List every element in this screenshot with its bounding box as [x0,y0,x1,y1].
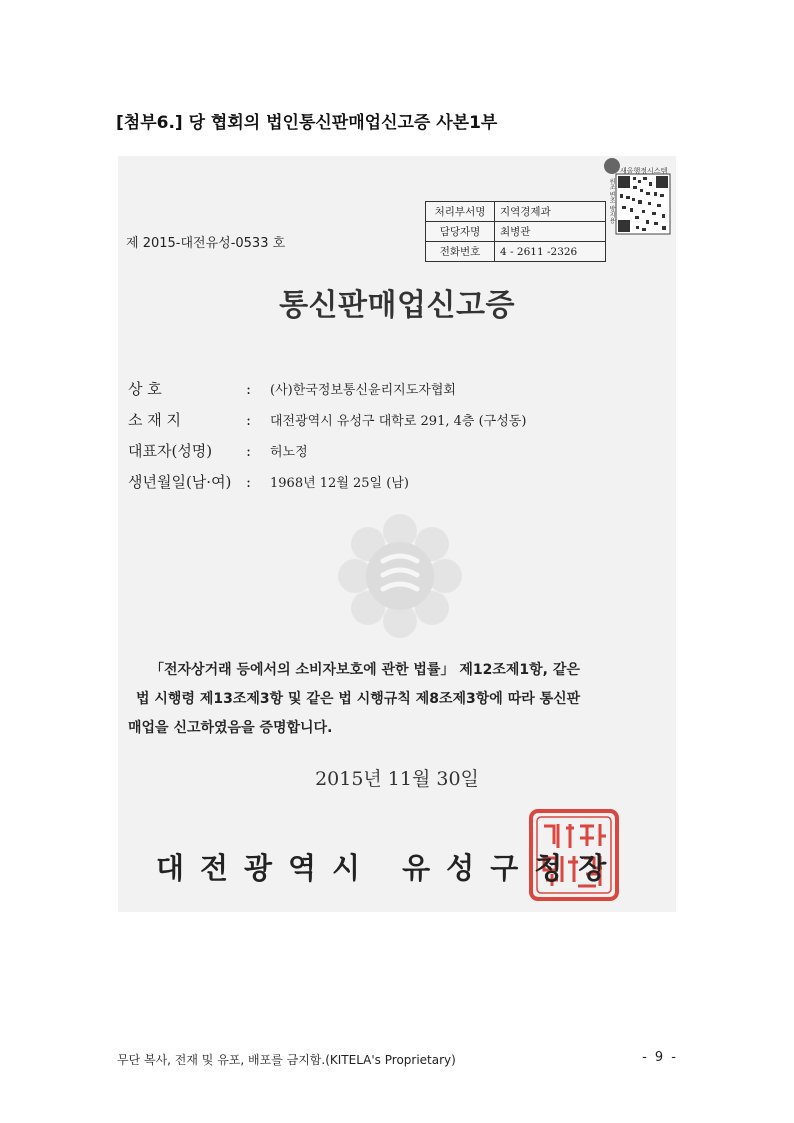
table-row [426,202,606,222]
qr-label: 새올행정시스템 [620,167,668,175]
copyright-notice: 무단 복사, 전재 및 유포, 배포를 금지함.(KITELA's Proprietary) [117,1053,456,1067]
certificate-title: 통신판매업신고증 [279,288,515,323]
issue-date: 2015년 11월 30일 [315,768,479,790]
field-address [128,409,526,430]
field-label: 소 재 지 [128,411,182,429]
field-value: 허노정 [270,445,308,460]
field-company-name [128,378,456,399]
field-colon: : [246,442,252,460]
field-value: 1968년 12월 25일 (남) [270,476,409,491]
field-label: 상 호 [128,380,162,398]
info-value: 지역경제과 [495,202,606,222]
statement-line: 매업을 신고하였음을 증명합니다. [128,720,333,736]
table-row [426,242,606,262]
info-label: 전화번호 [426,242,495,262]
field-label: 생년월일(남·여) [128,473,232,491]
info-value: 최병관 [495,222,606,242]
emblem-icon [335,511,465,641]
field-representative [128,440,308,461]
field-colon: : [246,411,252,429]
field-value: (사)한국정보통신윤리지도자협회 [270,383,456,398]
statement-line: 법 시행령 제13조제3항 및 같은 법 시행규칙 제8조제3항에 따라 통신판 [136,691,581,707]
info-value: 4 - 2611 -2326 [495,242,606,262]
field-birthdate [128,471,409,492]
certificate-scan [118,156,676,912]
statement-line: 「전자상거래 등에서의 소비자보호에 관한 법률」 제12조제1항, 같은 [150,662,580,678]
field-colon: : [246,380,252,398]
page-number: - 9 - [642,1050,678,1065]
field-value: 대전광역시 유성구 대학로 291, 4층 (구성동) [270,414,527,429]
certification-statement [128,656,648,743]
handling-info-table [425,201,606,262]
info-label: 담당자명 [426,222,495,242]
table-row [426,222,606,242]
info-label: 처리부서명 [426,202,495,222]
verification-qr-code [602,156,672,236]
attachment-heading: [첨부6.] 당 협회의 법인통신판매업신고증 사본1부 [116,113,498,133]
field-label: 대표자(성명) [128,442,213,460]
issuing-authority: 대전광역시 유성구청장 [156,851,623,885]
watermark-emblem [335,511,465,641]
field-colon: : [246,473,252,491]
certificate-number: 제 2015-대전유성-0533 호 [126,236,286,251]
qr-side-text: 위조 변조 방지용 [608,178,615,224]
